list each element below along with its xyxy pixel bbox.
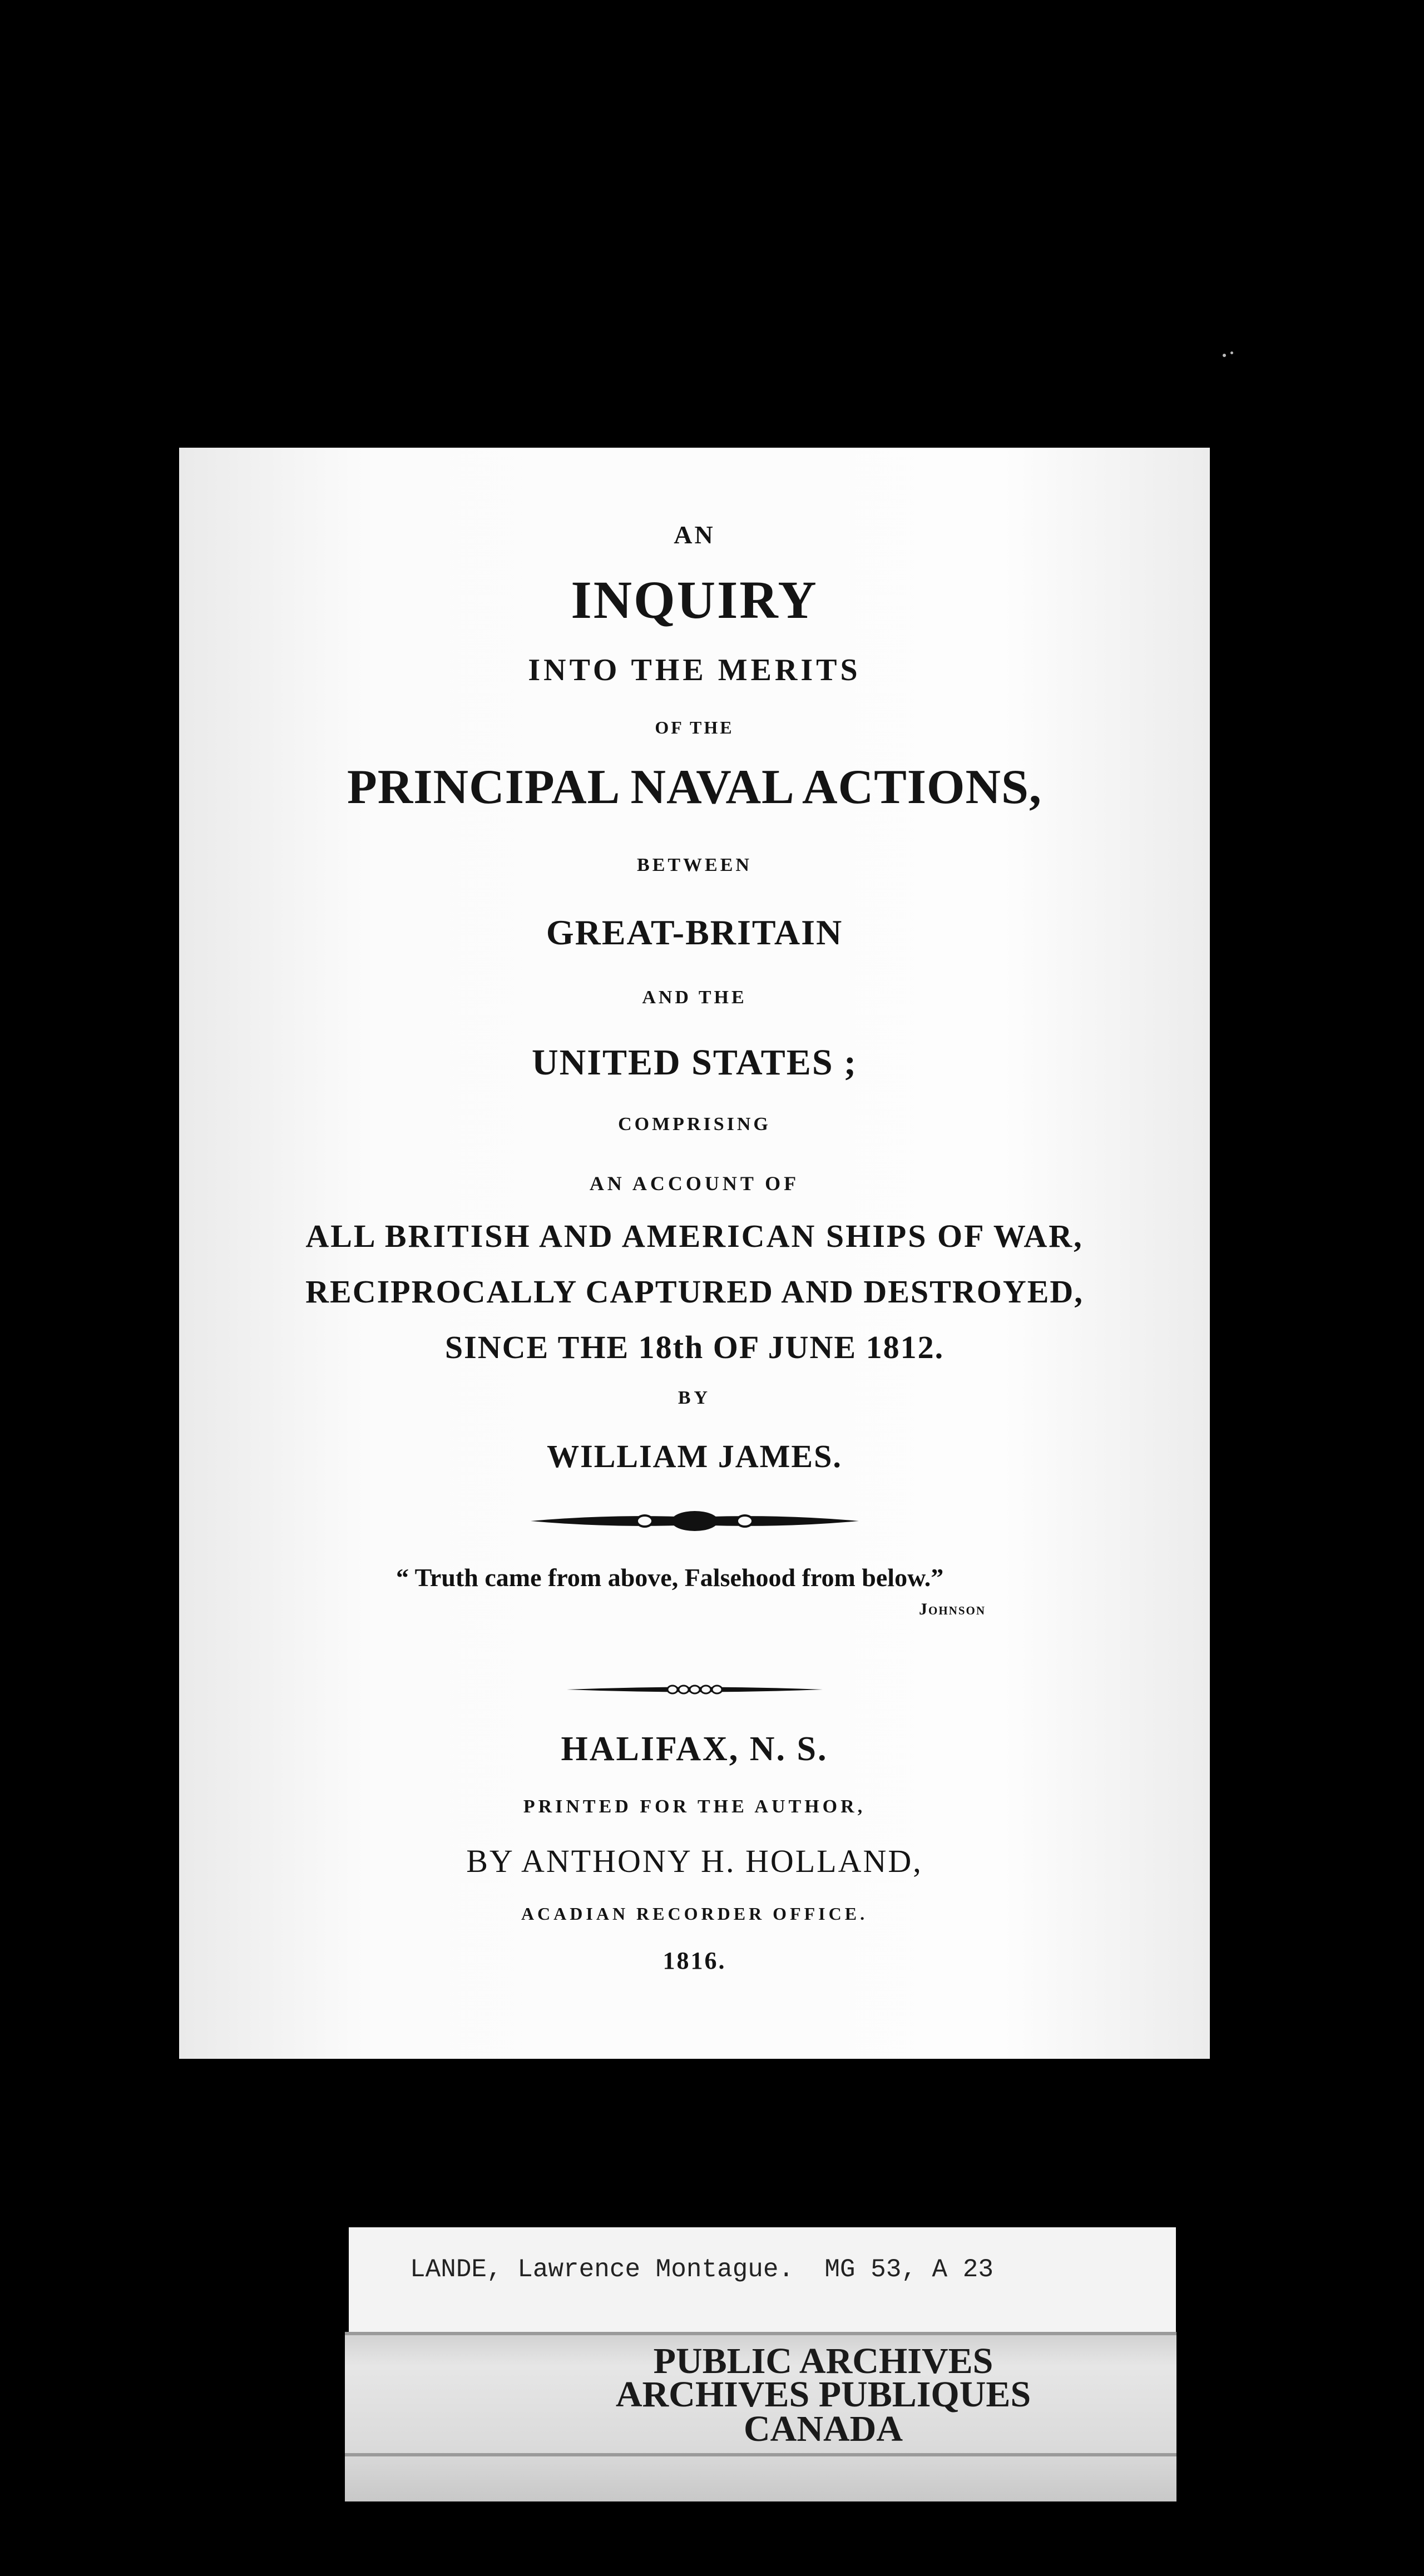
stamp-divider xyxy=(345,2332,1176,2335)
title-an-account-of: AN ACCOUNT OF xyxy=(589,1172,800,1195)
title-of-the: OF THE xyxy=(655,717,734,737)
title-principal-naval-actions: PRINCIPAL NAVAL ACTIONS, xyxy=(347,760,1042,814)
imprint-office: ACADIAN RECORDER OFFICE. xyxy=(521,1904,868,1924)
archive-reference: LANDE, Lawrence Montague. MG 53, A 23 xyxy=(410,2255,993,2284)
title-since: SINCE THE 18th OF JUNE 1812. xyxy=(444,1329,945,1365)
imprint-year: 1816. xyxy=(662,1947,726,1974)
title-page xyxy=(179,448,1210,2059)
archive-stamp xyxy=(345,2332,1176,2501)
title-united-states: UNITED STATES ; xyxy=(531,1042,858,1083)
epigraph-quote: “ Truth came from above, Falsehood from below.” xyxy=(396,1563,944,1592)
title-comprising: COMPRISING xyxy=(618,1114,771,1135)
imprint-printed-for: PRINTED FOR THE AUTHOR, xyxy=(523,1796,866,1817)
stamp-line-archives-publiques: ARCHIVES PUBLIQUES xyxy=(615,2374,1031,2415)
title-all-british: ALL BRITISH AND AMERICAN SHIPS OF WAR, xyxy=(305,1218,1084,1254)
film-speck xyxy=(1230,351,1233,354)
stamp-line-public-archives: PUBLIC ARCHIVES xyxy=(653,2341,993,2381)
epigraph-attribution: Johnson xyxy=(919,1600,986,1618)
title-by: BY xyxy=(678,1388,711,1408)
ornamental-rule-icon xyxy=(528,1507,862,1535)
imprint-place: HALIFAX, N. S. xyxy=(561,1730,828,1768)
title-an: AN xyxy=(674,521,715,549)
film-speck xyxy=(1223,354,1226,357)
title-and-the: AND THE xyxy=(642,987,747,1008)
imprint-printer: BY ANTHONY H. HOLLAND, xyxy=(466,1843,923,1879)
short-rule-icon xyxy=(564,1681,825,1698)
stamp-divider xyxy=(345,2453,1176,2456)
stamp-line-canada: CANADA xyxy=(744,2409,903,2449)
title-author: WILLIAM JAMES. xyxy=(547,1438,842,1474)
title-into-the-merits: INTO THE MERITS xyxy=(528,653,861,687)
title-great-britain: GREAT-BRITAIN xyxy=(546,913,843,952)
archive-reference-label xyxy=(349,2227,1176,2332)
title-between: BETWEEN xyxy=(637,855,752,875)
title-inquiry: INQUIRY xyxy=(571,570,818,630)
title-reciprocally: RECIPROCALLY CAPTURED AND DESTROYED, xyxy=(305,1274,1084,1310)
